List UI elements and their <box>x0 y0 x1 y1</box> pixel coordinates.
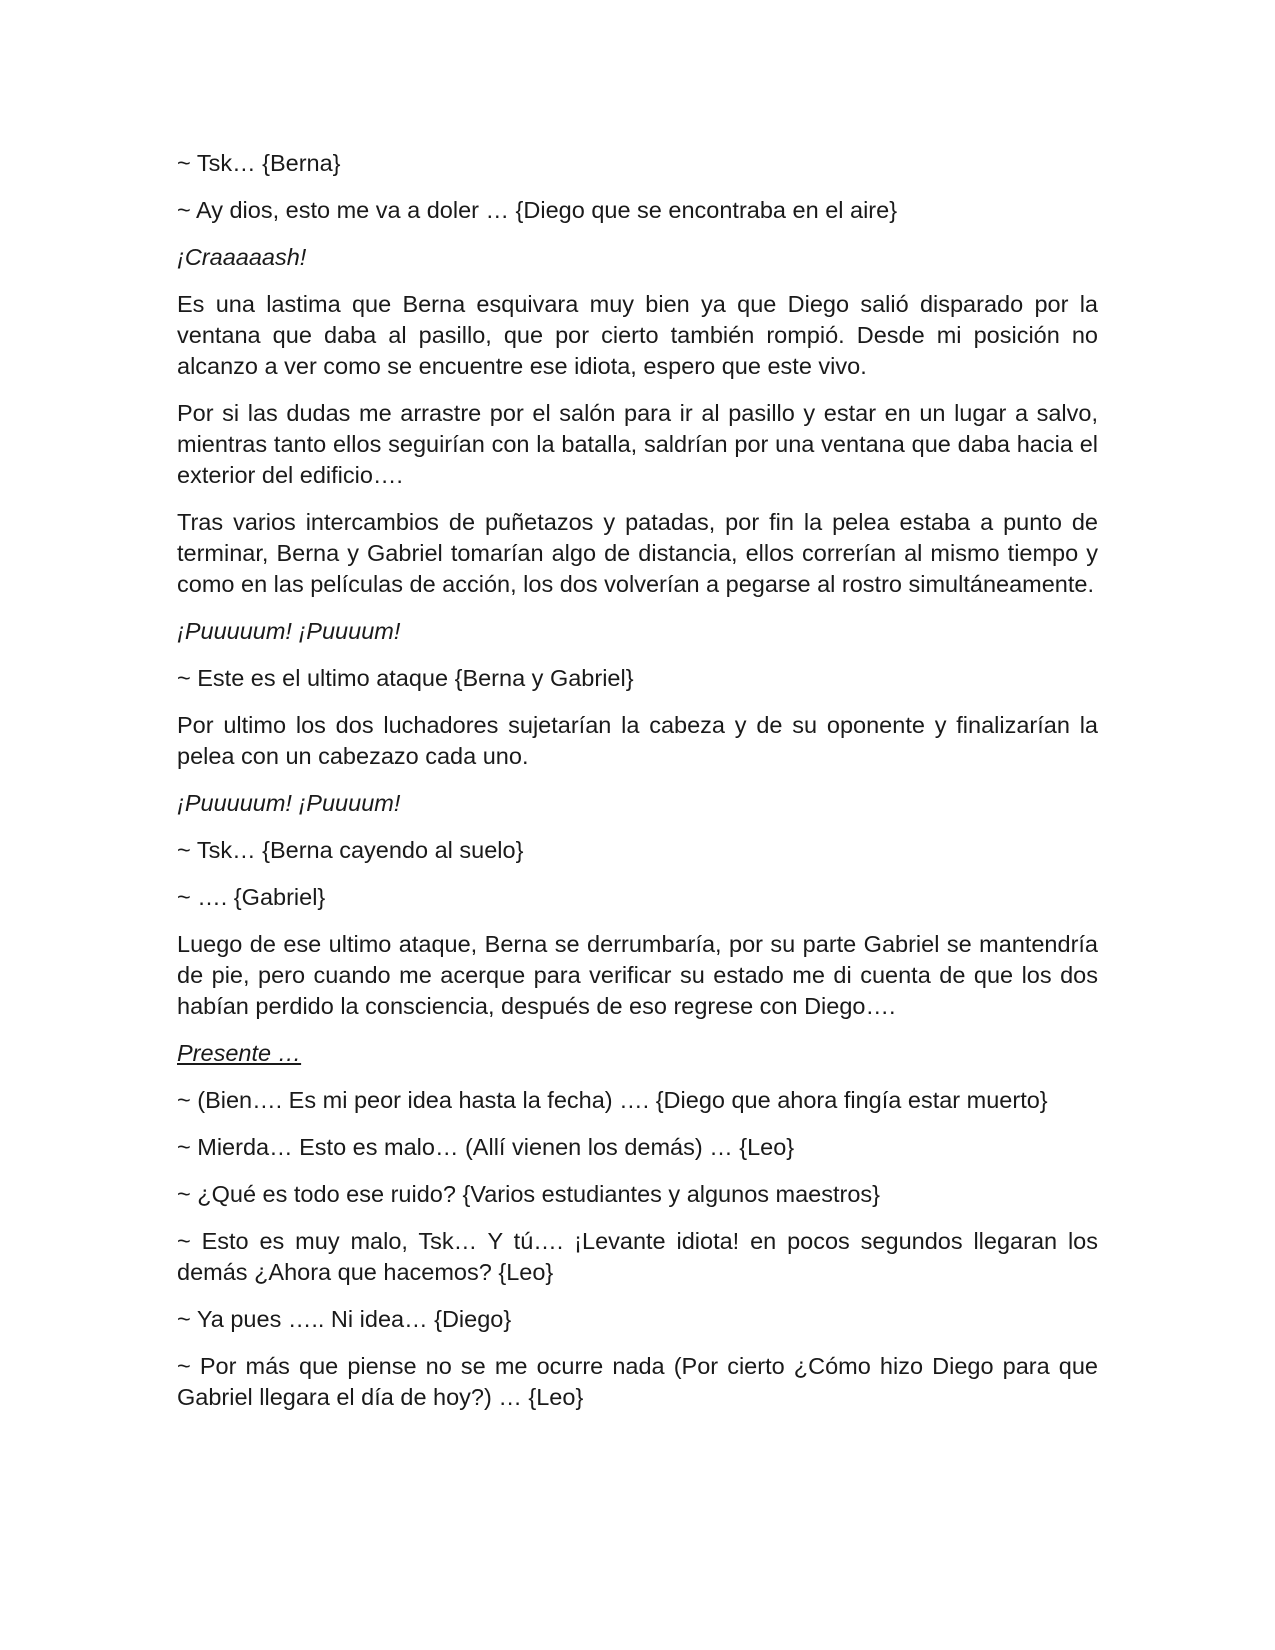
narration-paragraph: Por si las dudas me arrastre por el salón para ir al pasillo y estar en un lugar a salvo, mientras tanto ellos seguirían con la batalla, saldrían por una ventana que daba hacia el exterior del edificio…. <box>177 400 1098 488</box>
sound-effect: ¡Puuuuum! ¡Puuuum! <box>177 790 401 816</box>
dialogue-line: ~ ¿Qué es todo ese ruido? {Varios estudiantes y algunos maestros} <box>177 1181 881 1207</box>
dialogue-line: ~ Por más que piense no se me ocurre nada (Por cierto ¿Cómo hizo Diego para que Gabriel llegara el día de hoy?) … {Leo} <box>177 1353 1098 1410</box>
dialogue-line: ~ …. {Gabriel} <box>177 884 326 910</box>
dialogue-line: ~ Mierda… Esto es malo… (Allí vienen los demás) … {Leo} <box>177 1134 795 1160</box>
narration-paragraph: Por ultimo los dos luchadores sujetarían la cabeza y de su oponente y finalizarían la pelea con un cabezazo cada uno. <box>177 712 1098 769</box>
narration-paragraph: Tras varios intercambios de puñetazos y patadas, por fin la pelea estaba a punto de terminar, Berna y Gabriel tomarían algo de distancia, ellos correrían al mismo tiempo y como en las películas de acción, los dos volverían a pegarse al rostro simultáneamente. <box>177 509 1098 597</box>
document-page <box>177 148 1098 1429</box>
dialogue-line: ~ Tsk… {Berna} <box>177 150 341 176</box>
dialogue-line: ~ Este es el ultimo ataque {Berna y Gabriel} <box>177 665 634 691</box>
sound-effect: ¡Craaaaash! <box>177 244 307 270</box>
section-heading: Presente … <box>177 1040 302 1066</box>
dialogue-line: ~ Esto es muy malo, Tsk… Y tú…. ¡Levante idiota! en pocos segundos llegaran los demás ¿Ahora que hacemos? {Leo} <box>177 1228 1098 1285</box>
dialogue-line: ~ (Bien…. Es mi peor idea hasta la fecha) …. {Diego que ahora fingía estar muerto} <box>177 1087 1048 1113</box>
dialogue-line: ~ Tsk… {Berna cayendo al suelo} <box>177 837 524 863</box>
dialogue-line: ~ Ay dios, esto me va a doler … {Diego que se encontraba en el aire} <box>177 197 898 223</box>
narration-paragraph: Luego de ese ultimo ataque, Berna se derrumbaría, por su parte Gabriel se mantendría de pie, pero cuando me acerque para verificar su estado me di cuenta de que los dos habían perdido la consciencia, después de eso regrese con Diego…. <box>177 931 1098 1019</box>
sound-effect: ¡Puuuuum! ¡Puuuum! <box>177 618 401 644</box>
dialogue-line: ~ Ya pues ….. Ni idea… {Diego} <box>177 1306 512 1332</box>
narration-paragraph: Es una lastima que Berna esquivara muy bien ya que Diego salió disparado por la ventana que daba al pasillo, que por cierto también rompió. Desde mi posición no alcanzo a ver como se encuentre ese idiota, espero que este vivo. <box>177 291 1098 379</box>
